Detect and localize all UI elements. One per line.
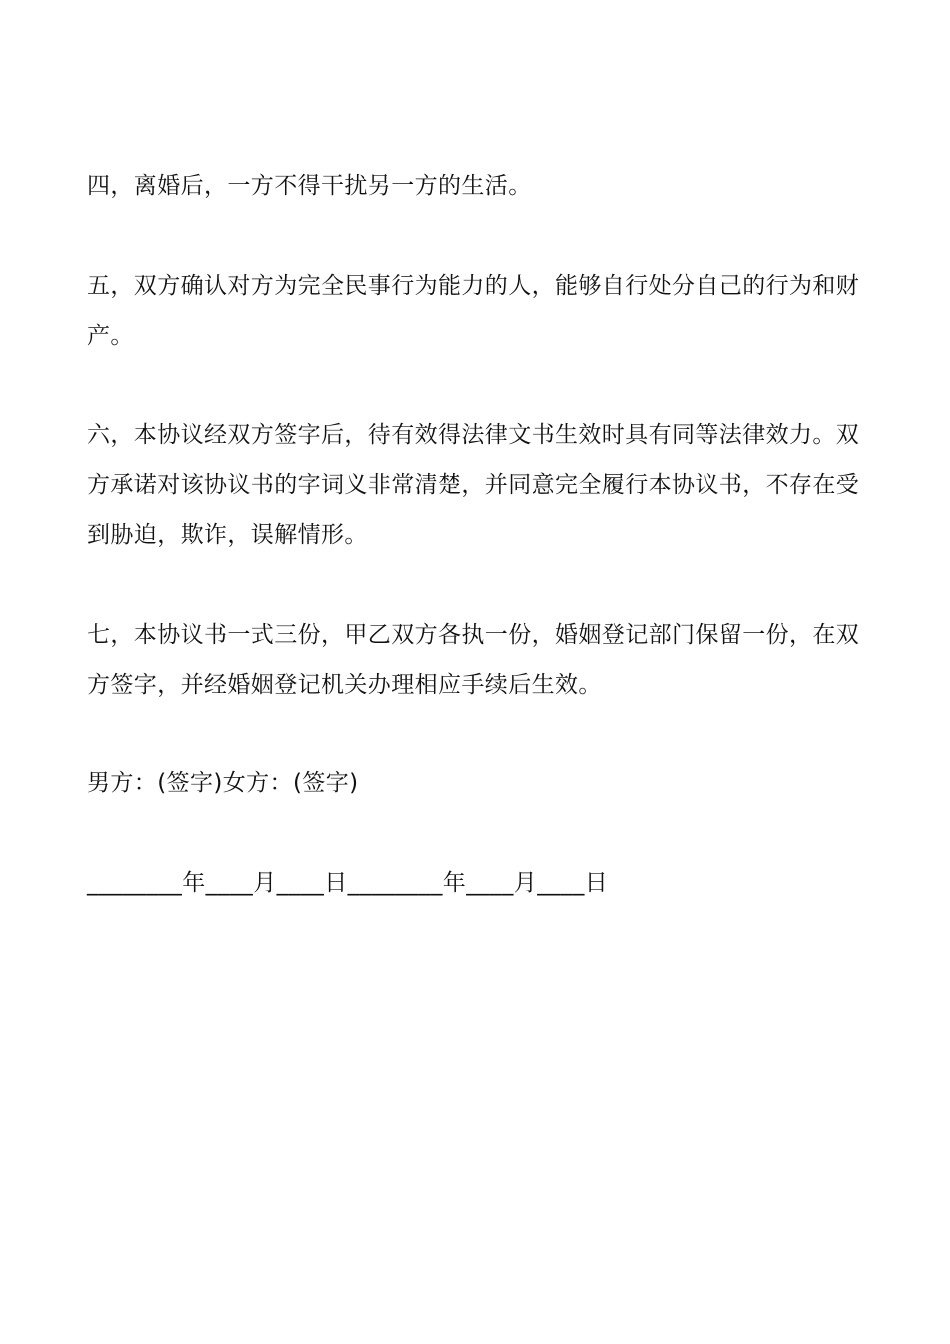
clause-4: 四，离婚后，一方不得干扰另一方的生活。: [87, 173, 532, 199]
date-line: ________年____月____日________年____月____日: [87, 870, 609, 896]
clause-6: 六，本协议经双方签字后，待有效得法律文书生效时具有同等法律效力。双方承诺对该协议书的字词义非常清楚，并同意完全履行本协议书，不存在受到胁迫，欺诈，误解情形。: [87, 422, 860, 548]
signature-line: 男方：(签字)女方：(签字): [87, 770, 359, 796]
clause-5: 五，双方确认对方为完全民事行为能力的人，能够自行处分自己的行为和财产。: [87, 273, 860, 349]
clause-7: 七，本协议书一式三份，甲乙双方各执一份，婚姻登记部门保留一份，在双方签字，并经婚姻登记机关办理相应手续后生效。: [87, 622, 860, 698]
